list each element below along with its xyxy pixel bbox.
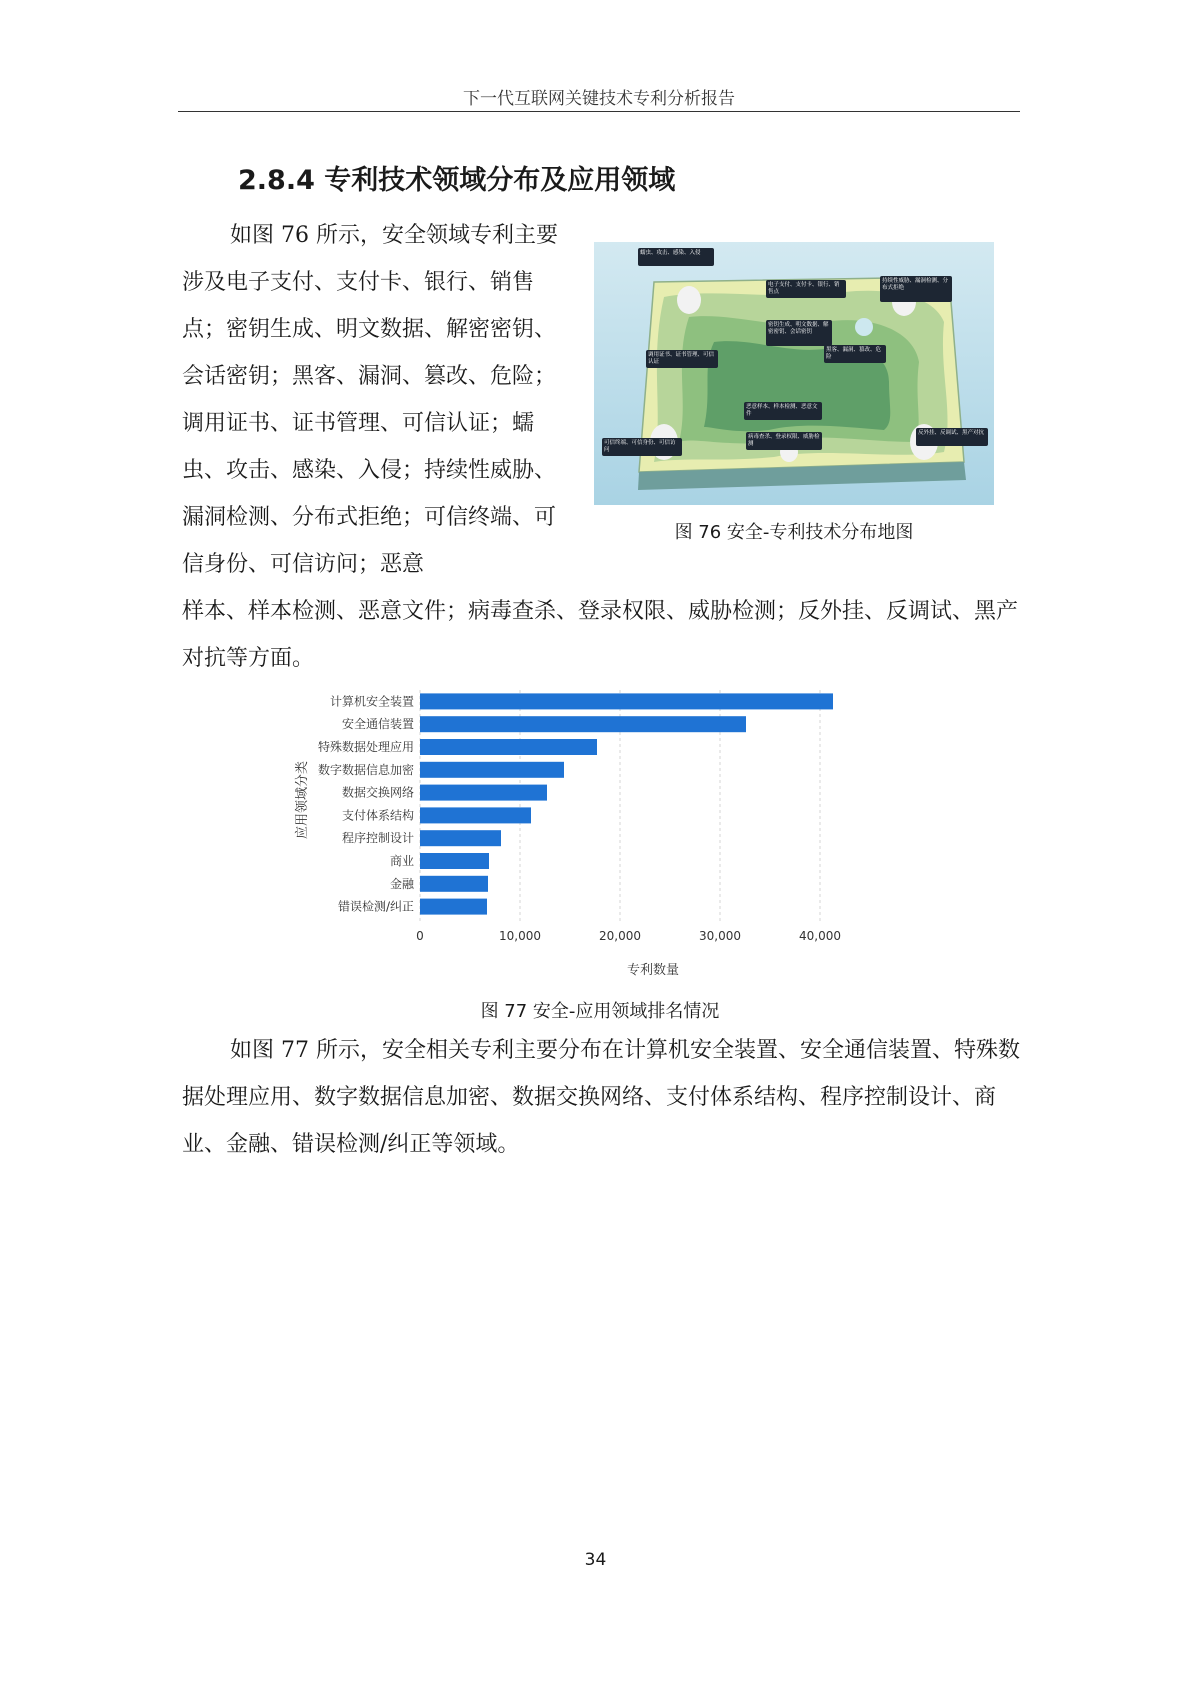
chart-x-tick-label: 40,000	[799, 929, 841, 943]
chart-bar	[420, 807, 531, 823]
chart-x-tick-label: 20,000	[599, 929, 641, 943]
chart-category-label: 数据交换网络	[341, 785, 414, 800]
map-label-text: 密钥生成、明文数据、解密密钥、会话密钥	[768, 322, 829, 335]
paragraph-1: 如图 76 所示，安全领域专利主要涉及电子支付、支付卡、银行、销售点；密钥生成、明文数据、解密密钥、会话密钥；黑客、漏洞、篡改、危险；调用证书、证书管理、可信认证；蠕虫、攻击、感染、入侵；持续性威胁、漏洞检测、分布式拒绝；可信终端、可信身份、可信访问；恶意	[182, 223, 558, 577]
map-label-certificate	[646, 350, 718, 368]
paragraph-1-continued: 样本、样本检测、恶意文件；病毒查杀、登录权限、威胁检测；反外挂、反调试、黑产对抗等方面。	[182, 599, 1019, 671]
chart-category-labels	[318, 693, 415, 913]
chart-bar	[420, 876, 488, 892]
chart-bar	[420, 853, 489, 869]
application-field-bar-chart	[290, 690, 910, 990]
map-label-payment	[766, 280, 846, 298]
map-label-key	[766, 320, 832, 346]
chart-bars	[420, 693, 833, 914]
map-label-text: 恶意样本、样本检测、恶意文件	[746, 404, 818, 417]
chart-category-label: 错误检测/纠正	[337, 899, 414, 914]
chart-x-ticks	[416, 929, 841, 943]
chart-category-label: 支付体系结构	[341, 808, 414, 823]
map-label-hacker	[824, 345, 886, 363]
map-label-trusted	[602, 438, 682, 456]
map-label-text: 调用证书、证书管理、可信认证	[648, 352, 715, 365]
chart-bar	[420, 716, 746, 732]
chart-category-label: 金融	[389, 876, 414, 891]
map-label-text: 可信终端、可信身份、可信访问	[604, 440, 676, 453]
map-label-worm	[638, 248, 714, 266]
chart-bar	[420, 762, 564, 778]
chart-category-label: 安全通信装置	[341, 717, 414, 732]
chart-category-label: 程序控制设计	[341, 831, 414, 846]
running-header: 下一代互联网关键技术专利分析报告	[463, 89, 735, 109]
chart-category-label: 商业	[389, 854, 414, 868]
map-label-text: 持续性威胁、漏洞检测、分布式拒绝	[882, 278, 949, 291]
figure-77-caption: 图 77 安全-应用领域排名情况	[480, 1001, 720, 1022]
chart-x-tick-label: 10,000	[499, 929, 541, 943]
map-label-threat	[880, 276, 952, 302]
chart-bar	[420, 899, 487, 915]
header-rule	[178, 111, 1020, 112]
page-number: 34	[584, 1550, 607, 1570]
chart-x-tick-label: 30,000	[699, 929, 741, 943]
map-label-malware	[744, 402, 822, 420]
chart-category-label: 计算机安全装置	[329, 694, 414, 709]
patent-distribution-map	[594, 242, 994, 505]
paragraph-2: 如图 77 所示，安全相关专利主要分布在计算机安全装置、安全通信装置、特殊数据处理应用、数字数据信息加密、数据交换网络、支付体系结构、程序控制设计、商业、金融、错误检测/纠正等领域。	[182, 1038, 1020, 1157]
chart-bar	[420, 785, 547, 801]
map-label-text: 黑客、漏洞、篡改、危险	[826, 347, 882, 360]
chart-bar	[420, 739, 597, 755]
map-label-text: 蠕虫、攻击、感染、入侵	[640, 250, 701, 256]
chart-bar	[420, 693, 833, 709]
chart-y-axis-label: 应用领域分类	[295, 760, 310, 840]
map-label-text: 病毒查杀、登录权限、威胁检测	[748, 434, 820, 447]
chart-x-tick-label: 0	[416, 929, 424, 943]
chart-x-axis-label: 专利数量	[626, 963, 680, 978]
section-title: 2.8.4 专利技术领域分布及应用领域	[238, 165, 676, 196]
map-label-anticheat	[916, 428, 988, 446]
chart-category-label: 数字数据信息加密	[317, 762, 414, 777]
map-label-text: 反外挂、反调试、黑产对抗	[918, 430, 985, 436]
map-label-virus	[746, 432, 822, 450]
figure-76-caption: 图 76 安全-专利技术分布地图	[674, 522, 914, 543]
chart-bar	[420, 830, 501, 846]
map-label-text: 电子支付、支付卡、银行、销售点	[768, 282, 840, 295]
chart-category-label: 特殊数据处理应用	[317, 740, 414, 754]
